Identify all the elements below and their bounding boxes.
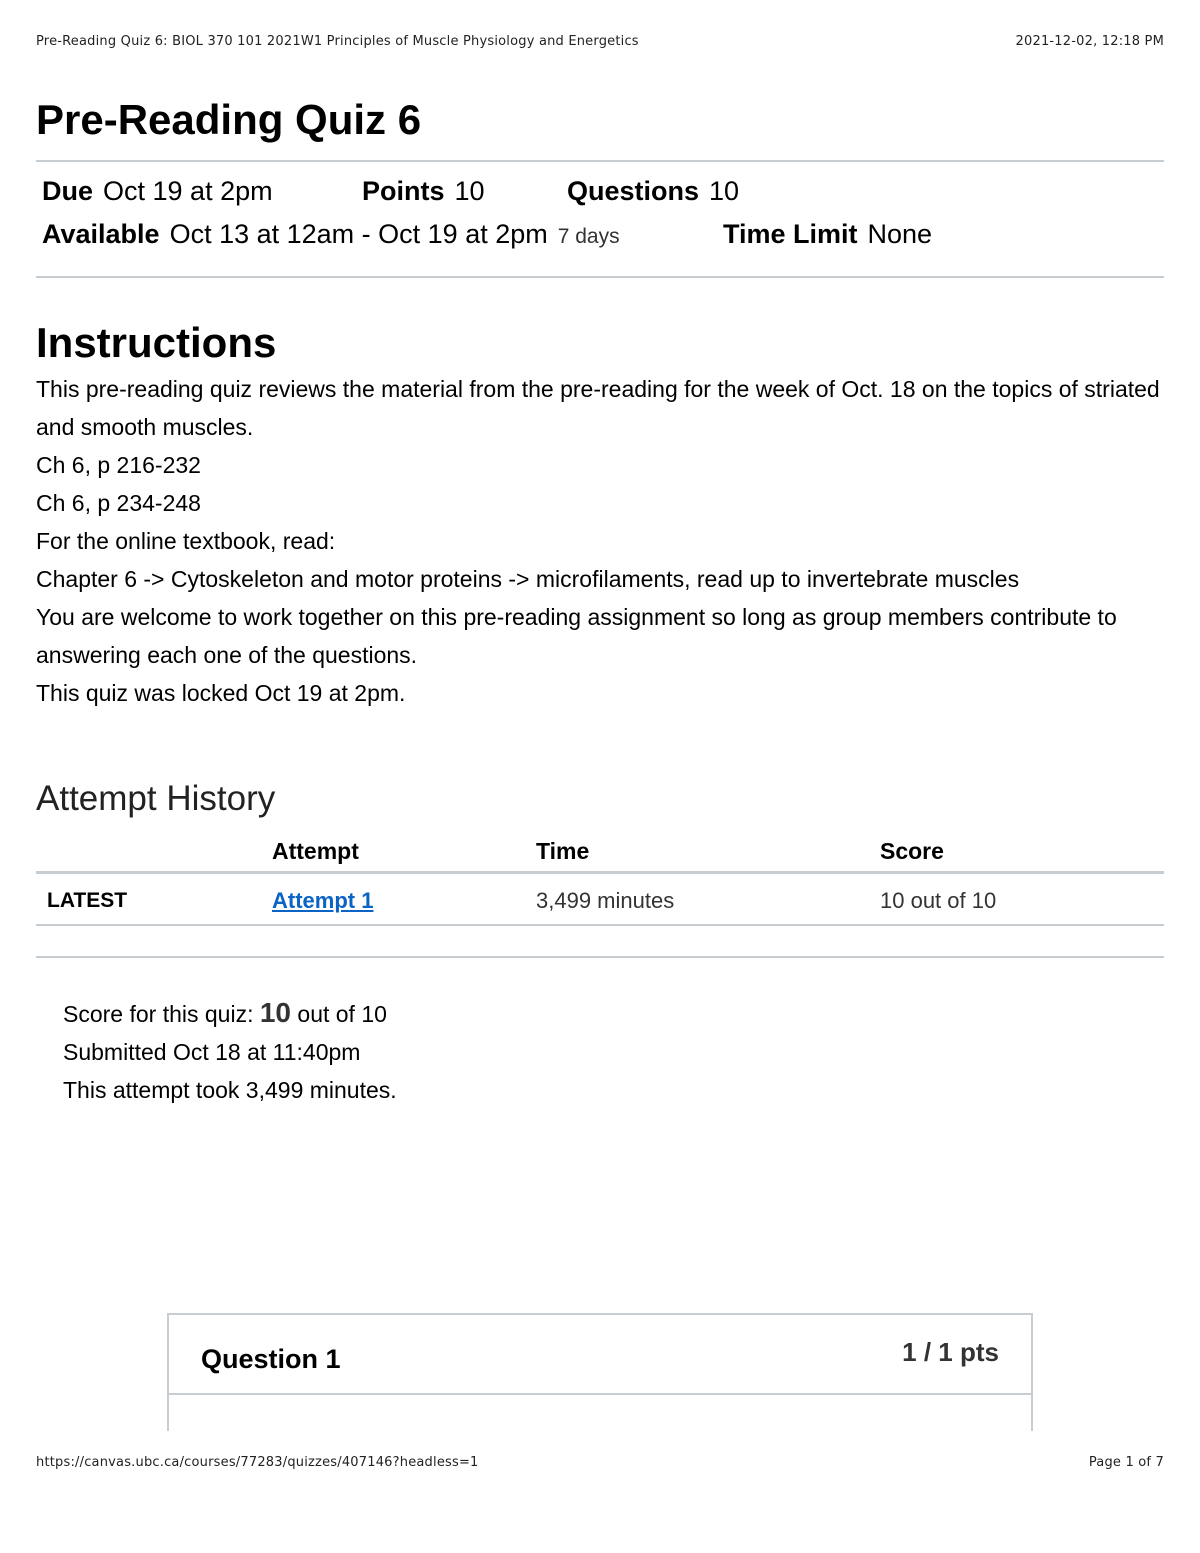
print-footer-url: https://canvas.ubc.ca/courses/77283/quizzes/407146?headless=1 — [36, 1455, 479, 1470]
reading-reference: Ch 6, p 234-248 — [36, 490, 201, 516]
attempt-history-heading: Attempt History — [36, 779, 276, 818]
quiz-details — [36, 162, 1164, 276]
attempt-score: 10 out of 10 — [880, 873, 1164, 926]
points — [362, 176, 567, 207]
print-header — [36, 34, 1164, 49]
availability — [42, 219, 723, 250]
print-header-title: Pre-Reading Quiz 6: BIOL 370 101 2021W1 Principles of Muscle Physiology and Energetics — [36, 34, 639, 49]
attempt-time: 3,499 minutes — [536, 873, 880, 926]
attempt-summary — [63, 994, 1164, 1109]
attempt-link[interactable]: Attempt 1 — [272, 888, 374, 913]
quiz-score — [63, 994, 1164, 1033]
divider — [36, 956, 1164, 958]
print-footer — [36, 1455, 1164, 1470]
question-points: 1 / 1 pts — [902, 1337, 999, 1367]
instructions-paragraph: For the online textbook, read: — [36, 528, 336, 554]
column-header — [36, 834, 272, 873]
instructions-paragraph: Chapter 6 -> Cytoskeleton and motor proteins -> microfilaments, read up to invertebrate muscles — [36, 566, 1020, 592]
reading-reference: Ch 6, p 216-232 — [36, 452, 201, 478]
question-title: Question 1 — [201, 1344, 341, 1374]
submitted-time: Submitted Oct 18 at 11:40pm — [63, 1039, 361, 1065]
points-label: Points — [362, 176, 445, 206]
due-label: Due — [42, 176, 94, 206]
quiz-content — [36, 92, 1164, 1109]
instructions-paragraph: This pre-reading quiz reviews the material from the pre-reading for the week of Oct. 18 on the topics of striated and smooth muscles. — [36, 376, 1160, 440]
attempt-history-table — [36, 834, 1164, 926]
instructions-body — [36, 370, 1164, 712]
instructions-paragraph: You are welcome to work together on this pre-reading assignment so long as group members contribute to answering each one of the questions. — [36, 604, 1117, 668]
column-header-time: Time — [536, 834, 880, 873]
page-title: Pre-Reading Quiz 6 — [36, 96, 422, 143]
print-header-datetime: 2021-12-02, 12:18 PM — [1015, 34, 1164, 49]
due-date — [42, 176, 362, 207]
question-header — [169, 1315, 1031, 1395]
questions-value: 10 — [709, 176, 740, 206]
time-limit — [723, 219, 932, 250]
available-days: 7 days — [557, 225, 620, 248]
table-row — [36, 873, 1164, 926]
divider — [36, 276, 1164, 278]
score-suffix: out of 10 — [297, 1001, 387, 1027]
available-value: Oct 13 at 12am - Oct 19 at 2pm — [169, 219, 548, 249]
print-footer-page: Page 1 of 7 — [1088, 1455, 1164, 1470]
locked-notice: This quiz was locked Oct 19 at 2pm. — [36, 680, 406, 706]
table-header-row — [36, 834, 1164, 873]
due-value: Oct 19 at 2pm — [103, 176, 273, 206]
attempt-duration: This attempt took 3,499 minutes. — [63, 1077, 397, 1103]
questions-count — [567, 176, 739, 207]
available-label: Available — [42, 219, 160, 249]
time-limit-label: Time Limit — [723, 219, 858, 249]
column-header-attempt: Attempt — [272, 834, 536, 873]
column-header-score: Score — [880, 834, 1164, 873]
quiz-details-row-2 — [42, 219, 1158, 262]
latest-tag: LATEST — [36, 873, 272, 926]
points-value: 10 — [454, 176, 485, 206]
time-limit-value: None — [867, 219, 933, 249]
score-prefix: Score for this quiz: — [63, 1001, 254, 1027]
score-value: 10 — [259, 997, 292, 1028]
question-card — [167, 1313, 1033, 1431]
quiz-details-row-1 — [42, 176, 1158, 219]
instructions-heading: Instructions — [36, 319, 277, 366]
questions-label: Questions — [567, 176, 700, 206]
